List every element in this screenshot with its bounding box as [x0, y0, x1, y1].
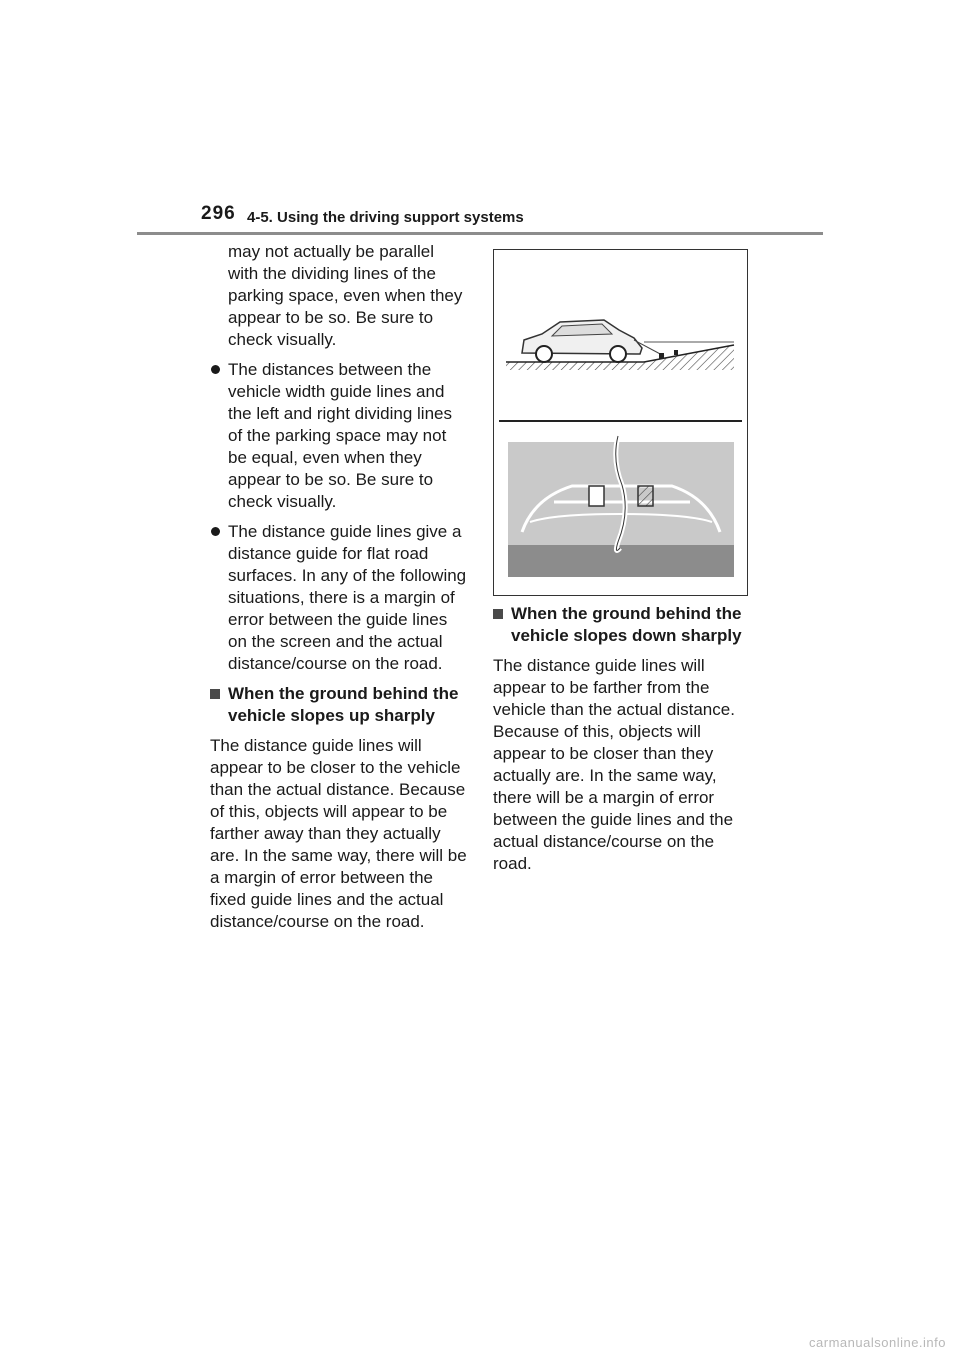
page-number: 296: [201, 203, 236, 224]
section-title: 4-5. Using the driving support systems: [247, 209, 524, 226]
slope-down-figure: [493, 249, 748, 596]
heading-text: When the ground behind the vehicle slopes up sharply: [228, 684, 459, 725]
square-marker-icon: [493, 609, 503, 619]
bullet-text: The distances between the vehicle width guide lines and the left and right dividing lines of the parking space may not be equal, even when they appear to be so. Be sure to check visually.: [228, 360, 452, 511]
slope-down-body: The distance guide lines will appear to be farther from the vehicle than the actual distance. Because of this, objects will appear to be closer than they actually are. In the same way, there will be a margin of error between the guide lines and the actual distance/course on the road.: [493, 656, 735, 873]
heading-text: When the ground behind the vehicle slopes down sharply: [511, 604, 742, 645]
car-on-downslope-illustration: [494, 250, 747, 595]
right-column: [493, 599, 755, 883]
bullet-dot-icon: [211, 365, 220, 374]
slope-up-body: The distance guide lines will appear to be closer to the vehicle than the actual distance. Because of this, objects will appear to be farther away than they actually are. In the same way, there will be a margin of error between the fixed guide lines and the actual distance/course on the road.: [210, 736, 467, 931]
bullet-dot-icon: [211, 527, 220, 536]
watermark: carmanualsonline.info: [809, 1335, 946, 1350]
bullet-item: [210, 359, 468, 513]
page-header: [0, 0, 960, 240]
header-divider: [137, 232, 823, 235]
slope-up-heading: [210, 683, 468, 727]
slope-down-heading: [493, 603, 755, 647]
left-column: [210, 241, 468, 941]
continued-paragraph: may not actually be parallel with the dividing lines of the parking space, even when they appear to be so. Be sure to check visually.: [228, 242, 463, 349]
square-marker-icon: [210, 689, 220, 699]
bullet-item: [210, 521, 468, 675]
bullet-text: The distance guide lines give a distance guide for flat road surfaces. In any of the following situations, there is a margin of error between the guide lines on the screen and the actual distance/course on the road.: [228, 522, 467, 673]
